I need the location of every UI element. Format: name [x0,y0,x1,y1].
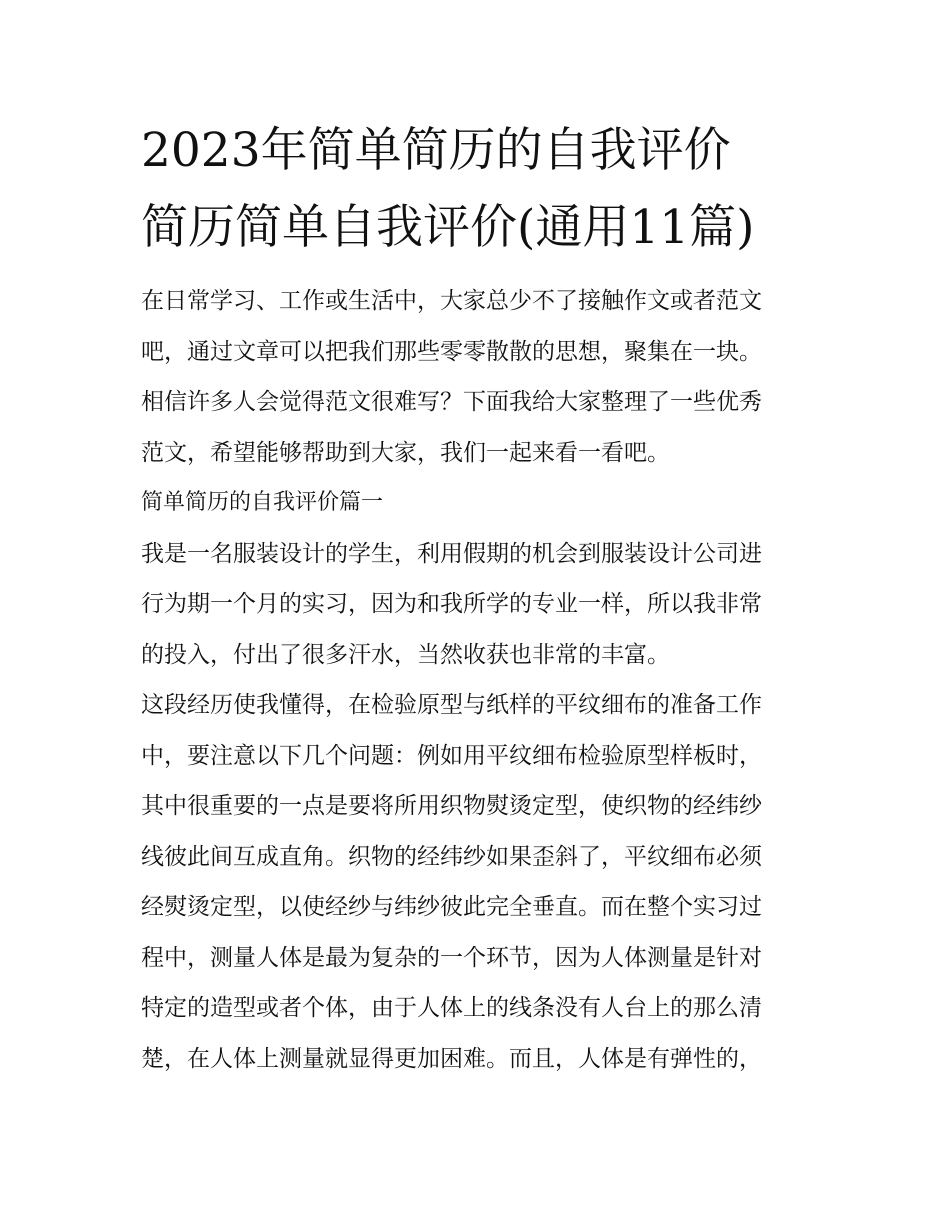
section-heading: 简单简历的自我评价篇一 [141,490,384,515]
intro-paragraph [141,276,813,478]
document-page [141,112,813,1084]
intro-line: 范文，希望能够帮助到大家，我们一起来看一看吧。 [141,439,670,466]
paragraph-line: 程中，测量人体是最为复杂的一个环节，因为人体测量是针对 [141,944,762,971]
paragraph-1 [141,529,813,681]
intro-line: 吧，通过文章可以把我们那些零零散散的思想，聚集在一块。 [141,338,762,365]
document-title-line-1: 2023年简单简历的自我评价 [141,123,731,178]
intro-line: 相信许多人会觉得范文很难写？下面我给大家整理了一些优秀 [141,389,762,415]
paragraph-line: 特定的造型或者个体，由于人体上的线条没有人台上的那么清 [141,995,762,1021]
intro-line: 在日常学习、工作或生活中，大家总少不了接触作文或者范文 [141,288,762,314]
document-body [141,276,813,1084]
paragraph-line: 经熨烫定型，以使经纱与纬纱彼此完全垂直。而在整个实习过 [141,894,762,920]
paragraph-line: 楚，在人体上测量就显得更加困难。而且，人体是有弹性的， [141,1045,762,1072]
paragraph-line: 行为期一个月的实习，因为和我所学的专业一样，所以我非常 [141,591,762,617]
paragraph-line: 这段经历使我懂得，在检验原型与纸样的平纹细布的准备工作 [141,692,762,718]
paragraph-line: 我是一名服装设计的学生，利用假期的机会到服装设计公司进 [141,540,762,567]
paragraph-line: 其中很重要的一点是要将所用织物熨烫定型，使织物的经纬纱 [141,793,762,819]
paragraph-line: 线彼此间互成直角。织物的经纬纱如果歪斜了，平纹细布必须 [141,843,762,870]
paragraph-line: 中，要注意以下几个问题：例如用平纹细布检验原型样板时， [141,742,762,769]
paragraph-line: 的投入，付出了很多汗水，当然收获也非常的丰富。 [141,641,670,668]
paragraph-2 [141,680,813,1084]
document-title-line-2: 简历简单自我评价(通用11篇) [141,200,755,255]
